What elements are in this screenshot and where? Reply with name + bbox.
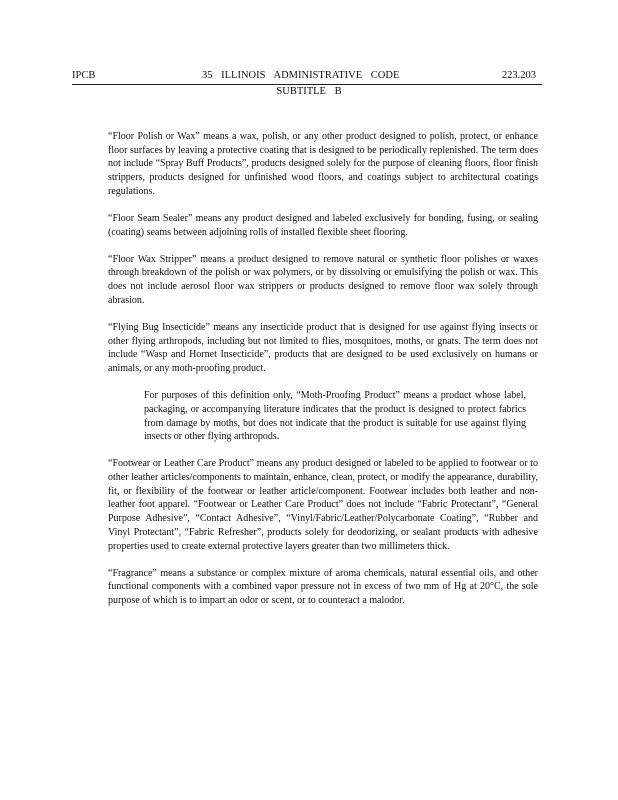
paragraph: “Floor Wax Stripper” means a product designed to remove natural or synthetic floor polishes or waxes through breakdown of the polish or wax polymers, or by dissolving or emulsifying the polish or wax. This does not include aerosol floor wax strippers or products designed to remove floor wax solely through abrasion.: [108, 253, 538, 306]
paragraph: “Floor Seam Sealer” means any product designed and labeled exclusively for bonding, fusing, or sealing (coating) seams between adjoining rolls of installed flexible sheet flooring.: [108, 212, 538, 238]
header-center: 35 ILLINOIS ADMINISTRATIVE CODE: [202, 70, 400, 81]
paragraph: “Flying Bug Insecticide” means any insecticide product that is designed for use against flying insects or other flying arthropods, including but not limited to flies, mosquitoes, moths, or gnats. The term does not include “Wasp and Hornet Insecticide”, products that are designed to be used exclusively on humans or animals, or any moth-proofing product.: [108, 321, 538, 375]
header-subtitle: SUBTITLE B: [276, 86, 342, 97]
indented-paragraph: For purposes of this definition only, “Moth-Proofing Product” means a product whose label, packaging, or accompanying literature indicates that the product is designed to protect fabrics from damage by moths, but does not indicate that the product is suitable for use against flying insects or other flying arthropods.: [144, 390, 526, 443]
header-right: 223.203: [501, 70, 536, 81]
header-rule: [72, 84, 542, 85]
header-left: IPCB: [72, 70, 96, 81]
document-body: [108, 130, 538, 621]
paragraph: “Footwear or Leather Care Product” means any product designed or labeled to be applied to footwear or to other leather articles/components to maintain, enhance, clean, protect, or modify the appearance, durability, fit, or flexibility of the footwear or leather article/component. Footwear includes both leather and non-leather foot apparel. “Footwear or Leather Care Product” does not include “Fabric Protectant”, “General Purpose Adhesive”, “Contact Adhesive”, “Vinyl/Fabric/Leather/Polycarbonate Coating”, “Rubber and Vinyl Protectant”, “Fabric Refresher”, products solely for deodorizing, or sealant products with adhesive properties used to create external protective layers greater than two millimeters thick.: [108, 458, 538, 552]
paragraph: “Floor Polish or Wax” means a wax, polish, or any other product designed to polish, protect, or enhance floor surfaces by leaving a protective coating that is designed to be periodically replenished. The term does not include “Spray Buff Products”, products designed solely for the purpose of cleaning floors, floor finish strippers, products designed for unfinished wood floors, and coatings subject to architectural coatings regulations.: [108, 131, 538, 197]
paragraph: “Fragrance” means a substance or complex mixture of aroma chemicals, natural essential oils, and other functional components with a combined vapor pressure not in excess of two mm of Hg at 20°C, the sole purpose of which is to impart an odor or scent, or to counteract a malodor.: [108, 567, 538, 607]
